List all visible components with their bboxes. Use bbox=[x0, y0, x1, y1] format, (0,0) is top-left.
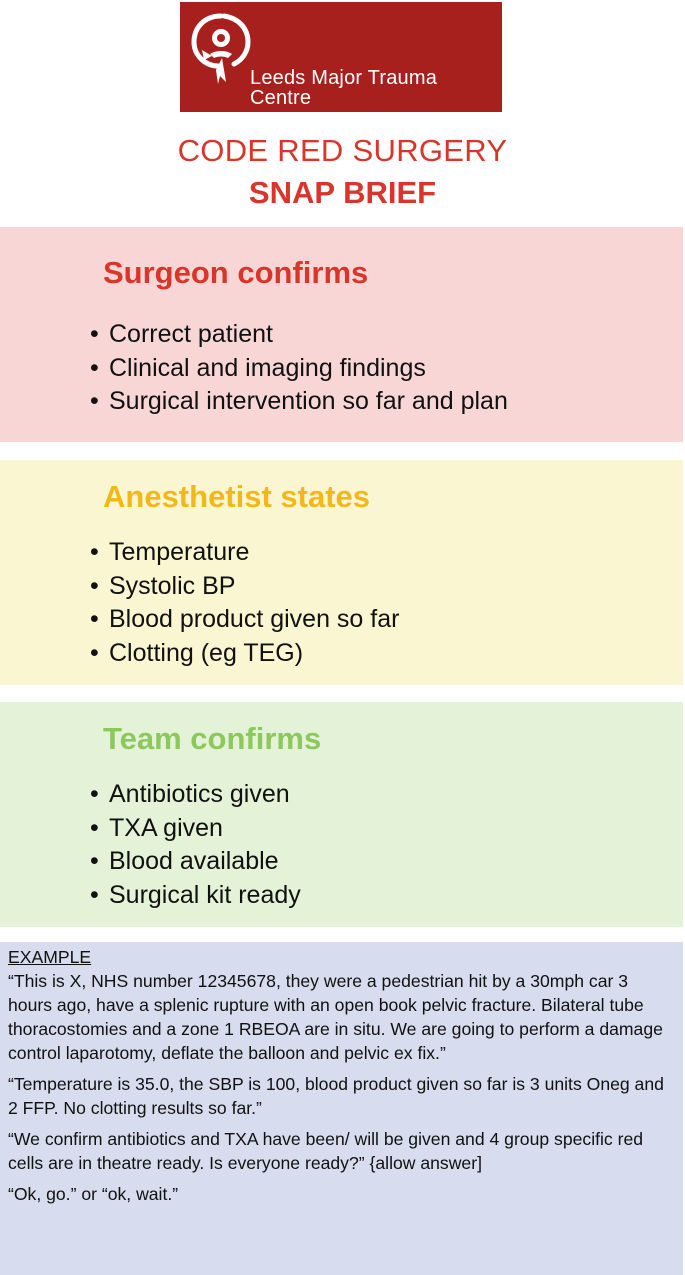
example-paragraph-go: “Ok, go.” or “ok, wait.” bbox=[8, 1184, 179, 1204]
surgeon-checklist bbox=[90, 318, 508, 419]
anesthetist-states-heading: Anesthetist states bbox=[103, 479, 371, 514]
anesthetist-checklist bbox=[90, 536, 399, 670]
example-paragraph-surgeon: “This is X, NHS number 12345678, they were a pedestrian hit by a 30mph car 3 hours ago, have a splenic rupture with an open book pelvic fracture. Bilateral tube thoracostomies and a zone 1 RBEOA are in situ. We are going to perform a damage control laparotomy, deflate the balloon and pelvic ex fix.” bbox=[8, 971, 663, 1063]
list-item: • Clinical and imaging findings bbox=[90, 352, 508, 386]
list-item: • Blood available bbox=[90, 845, 301, 879]
list-item: • Clotting (eg TEG) bbox=[90, 637, 399, 671]
example-section bbox=[0, 942, 683, 1275]
surgeon-confirms-section bbox=[0, 227, 683, 442]
team-confirms-heading: Team confirms bbox=[103, 721, 322, 756]
logo-text bbox=[250, 68, 437, 108]
list-item: • Surgical kit ready bbox=[90, 879, 301, 913]
list-item: • Systolic BP bbox=[90, 570, 399, 604]
leeds-major-trauma-logo-icon bbox=[188, 10, 254, 90]
example-paragraph-anesthetist: “Temperature is 35.0, the SBP is 100, blood product given so far is 3 units Oneg and 2 FFP. No clotting results so far.” bbox=[8, 1074, 664, 1118]
list-item: • Temperature bbox=[90, 536, 399, 570]
list-item: • TXA given bbox=[90, 812, 301, 846]
logo-line-1: Leeds Major Trauma bbox=[250, 67, 438, 89]
anesthetist-states-section bbox=[0, 460, 683, 685]
example-paragraph-team: “We confirm antibiotics and TXA have been/ will be given and 4 group specific red cells are in theatre ready. Is everyone ready?” {allow answer] bbox=[8, 1129, 644, 1173]
example-label: EXAMPLE bbox=[8, 947, 92, 967]
list-item: • Blood product given so far bbox=[90, 603, 399, 637]
logo-line-2: Centre bbox=[250, 87, 312, 109]
team-confirms-section bbox=[0, 702, 683, 927]
leeds-major-trauma-centre-logo bbox=[180, 2, 502, 112]
list-item: • Antibiotics given bbox=[90, 778, 301, 812]
page-title: CODE RED SURGERY bbox=[177, 133, 508, 168]
team-checklist bbox=[90, 778, 301, 912]
surgeon-confirms-heading: Surgeon confirms bbox=[103, 255, 369, 290]
list-item: • Correct patient bbox=[90, 318, 508, 352]
page-subtitle: SNAP BRIEF bbox=[248, 175, 437, 210]
list-item: • Surgical intervention so far and plan bbox=[90, 385, 508, 419]
